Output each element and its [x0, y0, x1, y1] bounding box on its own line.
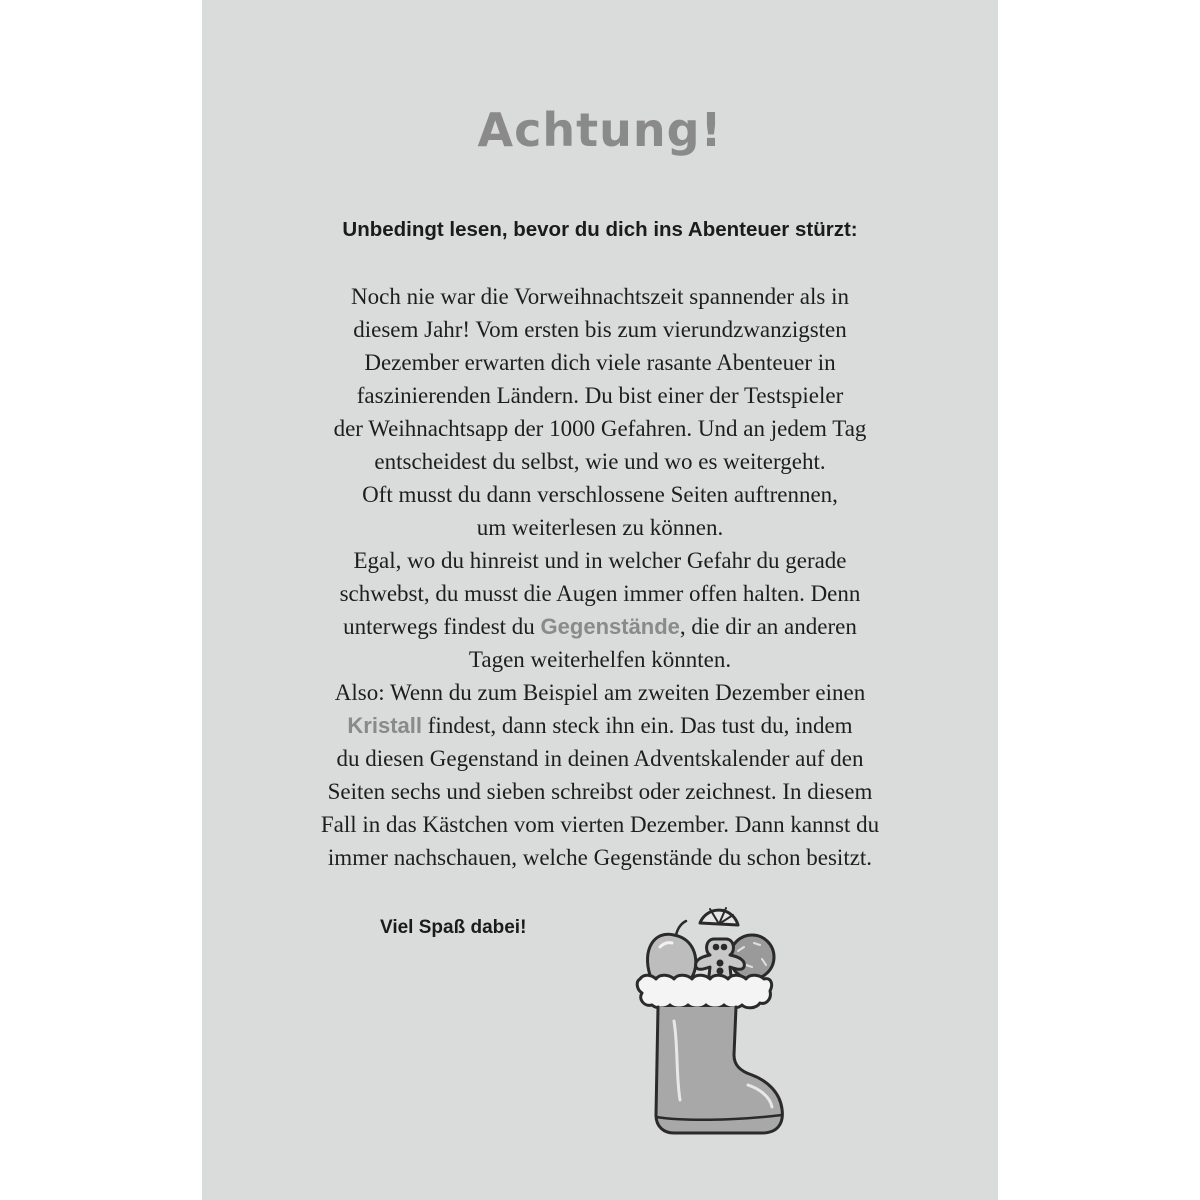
body-paragraph: [202, 280, 998, 874]
body-line: [202, 280, 998, 313]
body-line: [202, 610, 998, 643]
body-text-segment: unterwegs findest du: [343, 614, 541, 639]
body-text-segment: diesem Jahr! Vom ersten bis zum vierundzwanzigsten: [353, 317, 847, 342]
body-text-segment: Tagen weiterhelfen könnten.: [468, 647, 732, 672]
body-line: [202, 544, 998, 577]
body-text-segment: Dezember erwarten dich viele rasante Abenteuer in: [364, 350, 836, 375]
body-line: [202, 379, 998, 412]
body-line: [202, 313, 998, 346]
body-text-segment: Noch nie war die Vorweihnachtszeit spannender als in: [351, 284, 849, 309]
page-title: Achtung!: [477, 103, 723, 157]
closing-line: Viel Spaß dabei!: [380, 917, 527, 938]
body-line: [202, 577, 998, 610]
book-page: [202, 0, 998, 1200]
christmas-boot-illustration: [622, 895, 792, 1145]
body-text-segment: der Weihnachtsapp der 1000 Gefahren. Und an jedem Tag: [333, 416, 867, 441]
body-line: [202, 445, 998, 478]
body-text-segment: Fall in das Kästchen vom vierten Dezember. Dann kannst du: [320, 812, 880, 837]
body-text-segment: Oft musst du dann verschlossene Seiten auftrennen,: [362, 482, 838, 507]
body-text-segment: Egal, wo du hinreist und in welcher Gefahr du gerade: [353, 548, 847, 573]
body-line: [202, 511, 998, 544]
page-subtitle: Unbedingt lesen, bevor du dich ins Abenteuer stürzt:: [342, 218, 858, 241]
body-text-segment: , die dir an anderen: [679, 614, 857, 639]
highlighted-keyword: Gegenstände: [540, 614, 680, 639]
body-text-segment: um weiterlesen zu können.: [476, 515, 724, 540]
fur-cuff: [637, 975, 771, 1008]
body-text-segment: schwebst, du musst die Augen immer offen halten. Denn: [339, 581, 861, 606]
body-line: [202, 676, 998, 709]
body-line: [202, 775, 998, 808]
body-line: [202, 412, 998, 445]
body-text-segment: Also: Wenn du zum Beispiel am zweiten Dezember einen: [334, 680, 866, 705]
body-line: [202, 841, 998, 874]
body-text-segment: immer nachschauen, welche Gegenstände du schon besitzt.: [327, 845, 873, 870]
body-line: [202, 742, 998, 775]
body-text-segment: findest, dann steck ihn ein. Das tust du, indem: [422, 713, 853, 738]
body-line: [202, 346, 998, 379]
body-line: [202, 709, 998, 742]
body-text-segment: du diesen Gegenstand in deinen Adventskalender auf den: [336, 746, 864, 771]
body-line: [202, 478, 998, 511]
body-text-segment: entscheidest du selbst, wie und wo es weitergeht.: [374, 449, 826, 474]
highlighted-keyword: Kristall: [347, 713, 423, 738]
body-line: [202, 643, 998, 676]
body-text-segment: faszinierenden Ländern. Du bist einer der Testspieler: [356, 383, 844, 408]
body-line: [202, 808, 998, 841]
body-text-segment: Seiten sechs und sieben schreibst oder zeichnest. In diesem: [327, 779, 873, 804]
